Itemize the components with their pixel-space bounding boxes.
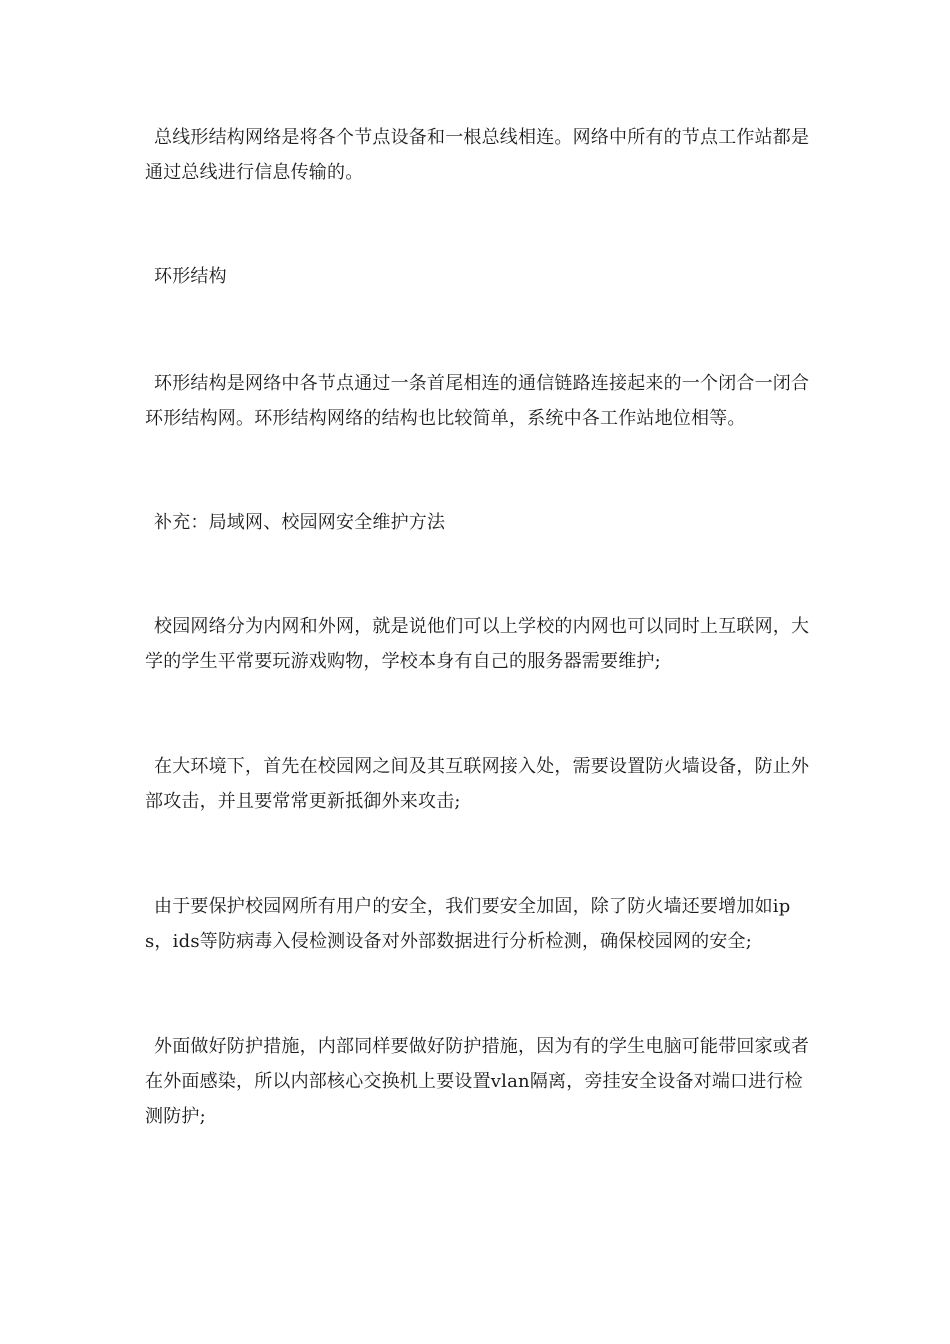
paragraph-bus-topology: 总线形结构网络是将各个节点设备和一根总线相连。网络中所有的节点工作站都是通过总线进行信息传输的。 [145, 127, 810, 183]
paragraph-campus-network: 校园网络分为内网和外网，就是说他们可以上学校的内网也可以同时上互联网，大学的学生平常要玩游戏购物，学校本身有自己的服务器需要维护; [145, 616, 810, 672]
paragraph-internal-protection: 外面做好防护措施，内部同样要做好防护措施，因为有的学生电脑可能带回家或者在外面感染，所以内部核心交换机上要设置vlan隔离，旁挂安全设备对端口进行检测防护; [145, 1036, 810, 1127]
heading-supplement: 补充：局域网、校园网安全维护方法 [154, 512, 446, 533]
paragraph-ids-ips: 由于要保护校园网所有用户的安全，我们要安全加固，除了防火墙还要增加如ips，ids等防病毒入侵检测设备对外部数据进行分析检测，确保校园网的安全; [145, 896, 791, 952]
paragraph-firewall: 在大环境下，首先在校园网之间及其互联网接入处，需要设置防火墙设备，防止外部攻击，并且要常常更新抵御外来攻击; [145, 756, 810, 812]
paragraph-ring-topology: 环形结构是网络中各节点通过一条首尾相连的通信链路连接起来的一个闭合一闭合环形结构网。环形结构网络的结构也比较简单，系统中各工作站地位相等。 [145, 373, 810, 429]
heading-ring-topology: 环形结构 [154, 266, 227, 287]
